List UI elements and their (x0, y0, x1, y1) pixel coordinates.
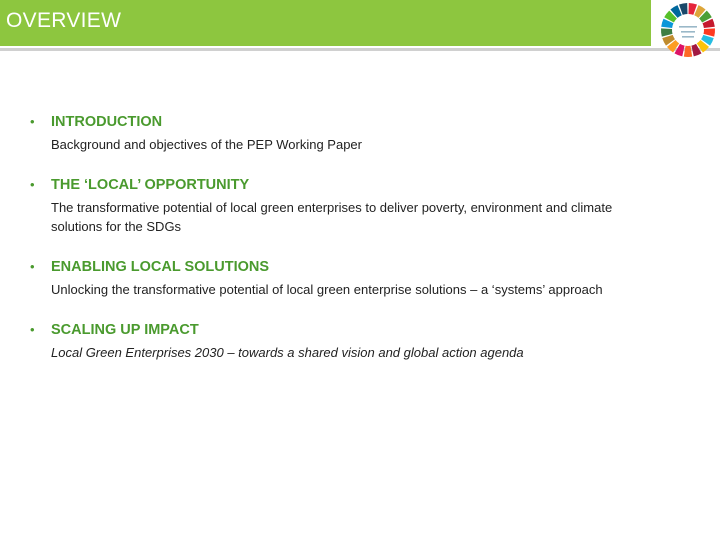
overview-list (30, 112, 700, 362)
sdg-wheel-center (673, 15, 703, 45)
page-title: OVERVIEW (6, 9, 122, 32)
bullet: • (30, 259, 35, 274)
item-description: Background and objectives of the PEP Working Paper (51, 137, 362, 152)
item-title: ENABLING LOCAL SOLUTIONS (51, 259, 270, 275)
sdg-wheel-segment (704, 28, 715, 36)
item-description: Unlocking the transformative potential of local green enterprise solutions – a ‘systems’ approach (51, 282, 603, 297)
item-description: Local Green Enterprises 2030 – towards a shared vision and global action agenda (51, 345, 524, 360)
bullet: • (30, 177, 35, 192)
sdg-wheel-text-mark (682, 36, 694, 38)
sdg-wheel-icon (658, 0, 718, 60)
bullet: • (30, 114, 35, 129)
list-item (30, 320, 700, 362)
item-title: THE ‘LOCAL’ OPPORTUNITY (51, 177, 250, 193)
list-item (30, 112, 700, 154)
sdg-wheel-segment (684, 46, 692, 57)
list-item (30, 175, 700, 236)
header-divider (0, 48, 720, 51)
bullet: • (30, 322, 35, 337)
item-title: SCALING UP IMPACT (51, 322, 199, 338)
sdg-wheel-segment (661, 28, 672, 36)
sdg-wheel-text-mark (681, 31, 695, 33)
sdg-wheel-text-mark (679, 26, 697, 28)
header-bar (0, 0, 651, 46)
item-description: The transformative potential of local green enterprises to deliver poverty, environment and climate solutions for the SDGs (51, 200, 613, 234)
item-title: INTRODUCTION (51, 114, 163, 130)
list-item (30, 257, 700, 299)
